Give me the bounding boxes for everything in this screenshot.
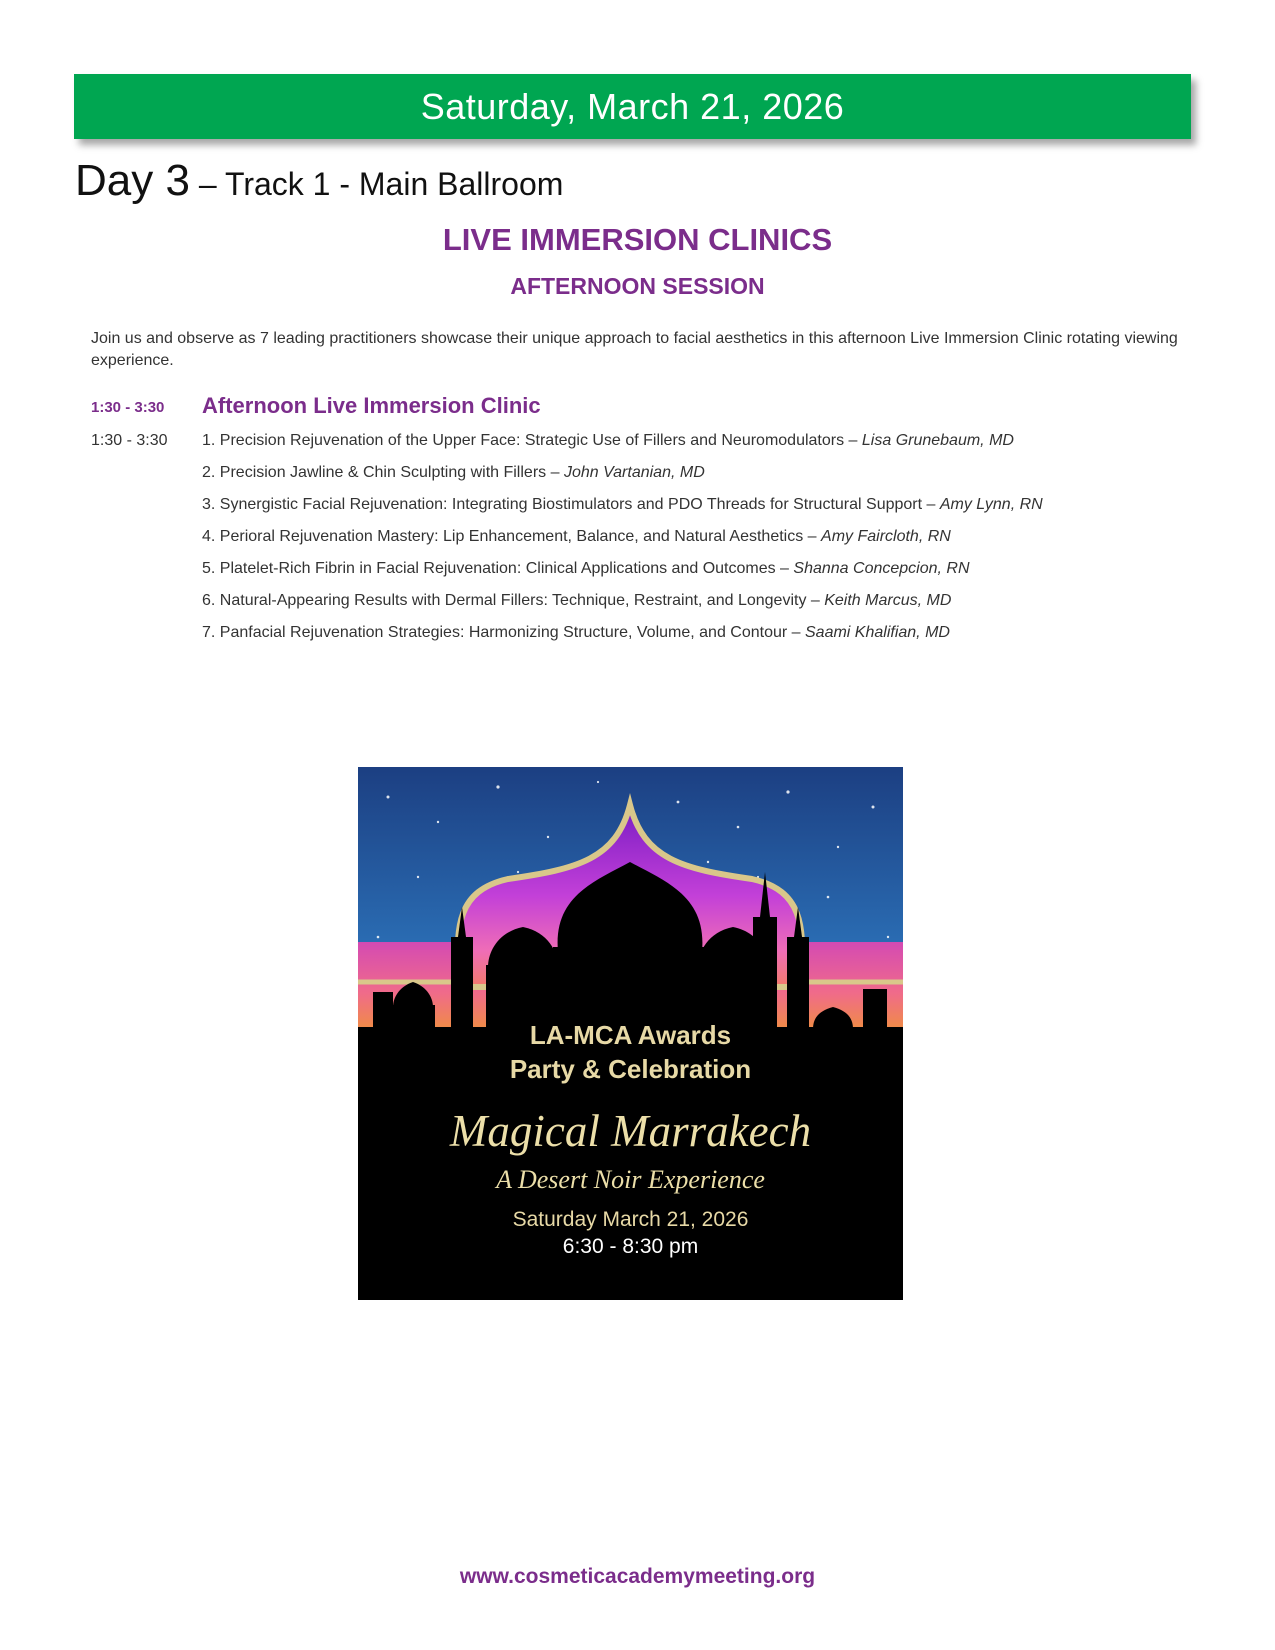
list-item: 5. Platelet-Rich Fibrin in Facial Rejuvenation: Clinical Applications and Outcomes – Shanna Concepcion, RN <box>202 560 970 577</box>
day-label: Day 3 <box>75 156 190 205</box>
list-item: 7. Panfacial Rejuvenation Strategies: Harmonizing Structure, Volume, and Contour – Saami Khalifian, MD <box>202 624 950 641</box>
list-item: 3. Synergistic Facial Rejuvenation: Integrating Biostimulators and PDO Threads for Structural Support – Amy Lynn, RN <box>202 496 1043 513</box>
clinic-list <box>202 432 1043 656</box>
speaker-name: Shanna Concepcion, RN <box>793 560 970 577</box>
intro-paragraph: Join us and observe as 7 leading practitioners showcase their unique approach to facial aesthetics in this afternoon Live Immersion Clinic rotating viewing experience. <box>91 330 1178 369</box>
list-item: 1. Precision Rejuvenation of the Upper Face: Strategic Use of Fillers and Neuromodulators – Lisa Grunebaum, MD <box>202 432 1014 449</box>
session-title: AFTERNOON SESSION <box>510 273 765 299</box>
flyer-line-awards: LA-MCA Awards <box>529 1020 732 1050</box>
event-flyer <box>358 767 903 1300</box>
flyer-time: 6:30 - 8:30 pm <box>562 1235 699 1258</box>
section-title: LIVE IMMERSION CLINICS <box>442 222 833 257</box>
flyer-subtitle: A Desert Noir Experience <box>496 1165 765 1194</box>
speaker-name: Amy Lynn, RN <box>939 496 1043 513</box>
speaker-name: Lisa Grunebaum, MD <box>861 432 1014 449</box>
slot-title: Afternoon Live Immersion Clinic <box>202 393 541 418</box>
flyer-date: Saturday March 21, 2026 <box>512 1208 749 1231</box>
flyer-line-party: Party & Celebration <box>509 1054 752 1084</box>
list-item: 2. Precision Jawline & Chin Sculpting with Fillers – John Vartanian, MD <box>202 464 705 481</box>
flyer-title: Magical Marrakech <box>449 1106 812 1156</box>
slot-time: 1:30 - 3:30 <box>91 399 165 416</box>
track-label: – Track 1 - Main Ballroom <box>189 166 564 202</box>
day-heading <box>75 156 563 206</box>
list-item: 4. Perioral Rejuvenation Mastery: Lip Enhancement, Balance, and Natural Aesthetics – Amy Faircloth, RN <box>202 528 951 545</box>
footer-url[interactable]: www.cosmeticacademymeeting.org <box>459 1565 816 1588</box>
date-banner: Saturday, March 21, 2026 <box>74 74 1191 139</box>
slot-time-secondary: 1:30 - 3:30 <box>91 432 168 449</box>
speaker-name: Keith Marcus, MD <box>824 592 952 609</box>
speaker-name: Amy Faircloth, RN <box>821 528 951 545</box>
list-item: 6. Natural-Appearing Results with Dermal Fillers: Technique, Restraint, and Longevity – Keith Marcus, MD <box>202 592 952 609</box>
speaker-name: Saami Khalifian, MD <box>805 624 950 641</box>
speaker-name: John Vartanian, MD <box>563 464 705 481</box>
